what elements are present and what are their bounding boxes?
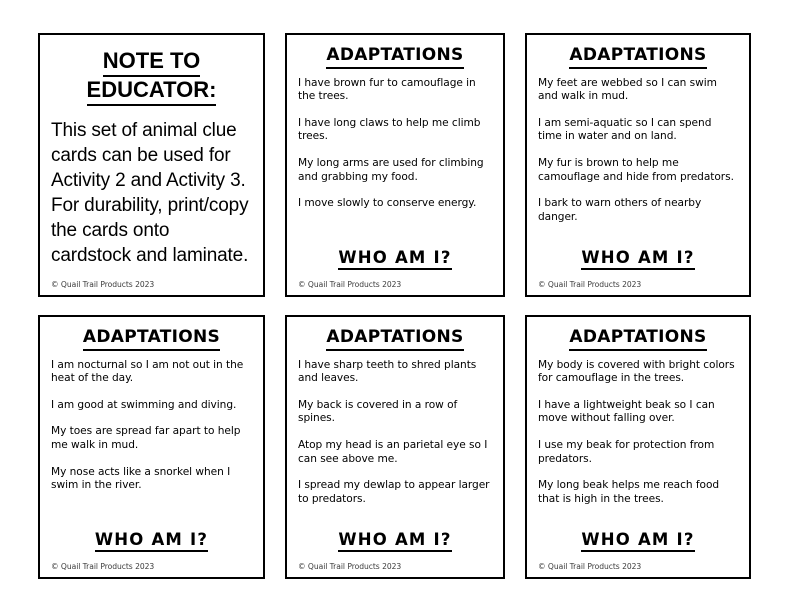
card-title — [298, 328, 492, 351]
copyright-notice: © Quail Trail Products 2023 — [298, 562, 402, 571]
adaptations-card-3 — [525, 33, 751, 297]
clue-list — [298, 77, 492, 211]
note-card-body: This set of animal clue cards can be used for Activity 2 and Activity 3. For durability, print/copy the cards onto cardstock and laminate. — [51, 119, 249, 266]
clue-item: I bark to warn others of nearby danger. — [538, 197, 702, 223]
clue-item: I move slowly to conserve energy. — [298, 197, 477, 210]
clue-item: Atop my head is an parietal eye so I can see above me. — [298, 438, 488, 465]
clue-item: My long arms are used for climbing and grabbing my food. — [298, 156, 484, 183]
card-title-text: ADAPTATIONS — [569, 328, 706, 351]
copyright-notice: © Quail Trail Products 2023 — [51, 280, 155, 289]
who-am-i-text: WHO AM I? — [581, 530, 694, 552]
adaptations-card-4 — [38, 315, 265, 579]
copyright-notice: © Quail Trail Products 2023 — [51, 562, 155, 571]
adaptations-card-5 — [285, 315, 505, 579]
who-am-i-text: WHO AM I? — [338, 530, 451, 552]
who-am-i-text: WHO AM I? — [338, 248, 451, 270]
who-am-i-text: WHO AM I? — [95, 530, 208, 552]
clue-list — [538, 77, 738, 225]
card-title — [51, 328, 252, 351]
clue-list — [298, 359, 492, 507]
note-card-title-line-2: EDUCATOR: — [87, 77, 217, 106]
who-am-i-text: WHO AM I? — [581, 248, 694, 270]
clue-item: My toes are spread far apart to help me walk in mud. — [51, 425, 241, 451]
clue-item: I have sharp teeth to shred plants and leaves. — [298, 358, 477, 385]
clue-item: I am good at swimming and diving. — [51, 398, 237, 411]
who-am-i-prompt — [298, 248, 492, 270]
clue-item: I spread my dewlap to appear larger to predators. — [298, 479, 490, 505]
clue-list — [538, 359, 738, 507]
clue-item: My feet are webbed so I can swim and walk in mud. — [538, 76, 717, 103]
card-title-text: ADAPTATIONS — [326, 46, 463, 69]
note-to-educator-card — [38, 33, 265, 297]
clue-item: I have brown fur to camouflage in the trees. — [298, 76, 476, 103]
card-title-text: ADAPTATIONS — [569, 46, 706, 69]
card-title — [298, 46, 492, 69]
clue-item: I am nocturnal so I am not out in the heat of the day. — [51, 358, 244, 385]
adaptations-card-6 — [525, 315, 751, 579]
clue-item: I am semi-aquatic so I can spend time in water and on land. — [538, 116, 712, 143]
clue-item: My back is covered in a row of spines. — [298, 398, 458, 425]
clue-list — [51, 359, 252, 493]
who-am-i-prompt — [538, 248, 738, 270]
clue-item: My body is covered with bright colors for camouflage in the trees. — [538, 358, 735, 385]
note-card-title-line-1: NOTE TO — [103, 48, 200, 77]
who-am-i-prompt — [538, 530, 738, 552]
copyright-notice: © Quail Trail Products 2023 — [538, 280, 642, 289]
clue-item: I have a lightweight beak so I can move without falling over. — [538, 398, 715, 425]
adaptations-card-2 — [285, 33, 505, 297]
clue-item: My fur is brown to help me camouflage and hide from predators. — [538, 156, 734, 183]
clue-item: My long beak helps me reach food that is high in the trees. — [538, 479, 720, 505]
copyright-notice: © Quail Trail Products 2023 — [538, 562, 642, 571]
card-title — [538, 328, 738, 351]
who-am-i-prompt — [298, 530, 492, 552]
clue-item: My nose acts like a snorkel when I swim in the river. — [51, 465, 231, 492]
copyright-notice: © Quail Trail Products 2023 — [298, 280, 402, 289]
note-card-title — [51, 48, 252, 106]
who-am-i-prompt — [51, 530, 252, 552]
clue-item: I have long claws to help me climb trees. — [298, 116, 481, 143]
card-title-text: ADAPTATIONS — [83, 328, 220, 351]
clue-item: I use my beak for protection from predators. — [538, 438, 715, 465]
card-title-text: ADAPTATIONS — [326, 328, 463, 351]
card-title — [538, 46, 738, 69]
